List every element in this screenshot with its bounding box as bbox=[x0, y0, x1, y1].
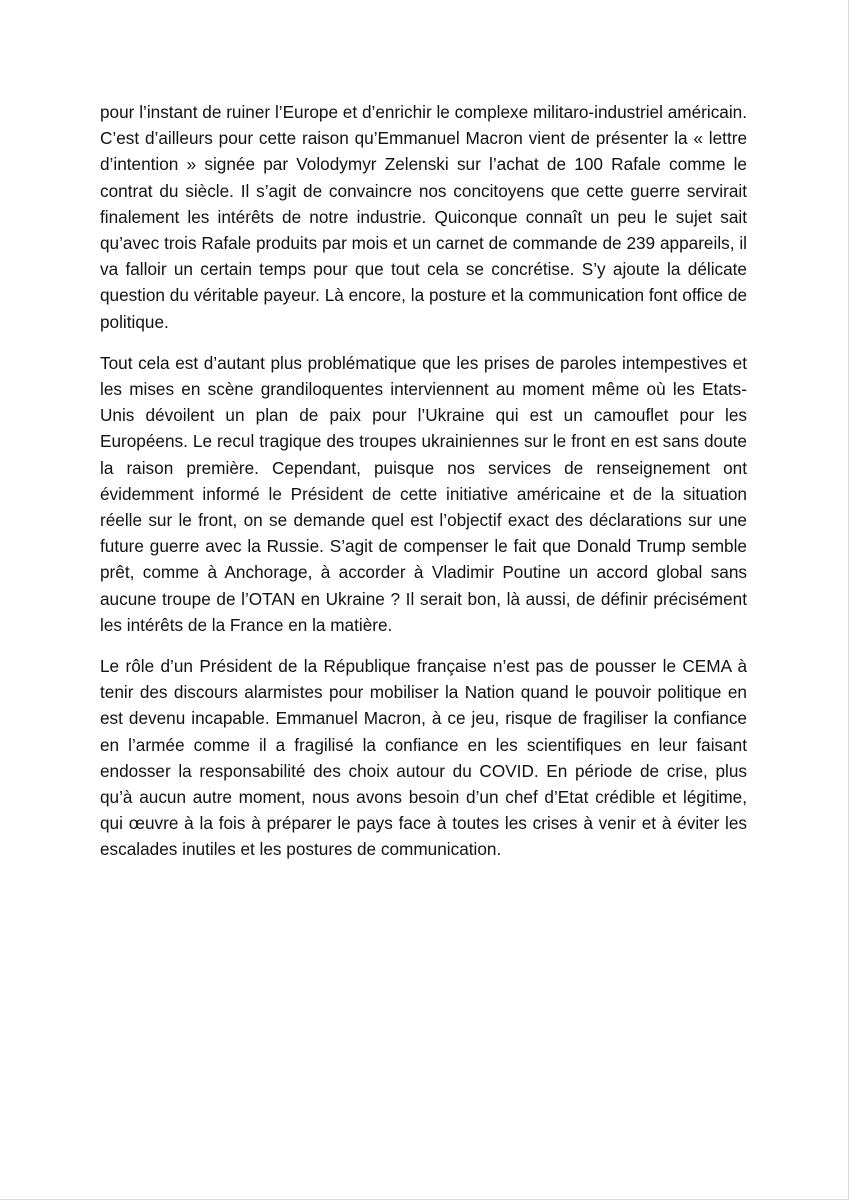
paragraph-3: Le rôle d’un Président de la République française n’est pas de pousser le CEMA à tenir des discours alarmistes pour mobiliser la Nation quand le pouvoir politique en est devenu incapable. Emmanuel Macron, à ce jeu, risque de fragiliser la confiance en l’armée comme il a fragilisé la confiance en les scientifiques en leur faisant endosser la responsabilité des choix autour du COVID. En période de crise, plus qu’à aucun autre moment, nous avons besoin d’un chef d’Etat crédible et légitime, qui œuvre à la fois à préparer le pays face à toutes les crises à venir et à éviter les escalades inutiles et les postures de communication. bbox=[100, 656, 747, 860]
paragraph-1: pour l’instant de ruiner l’Europe et d’enrichir le complexe militaro-industriel américain. C’est d’ailleurs pour cette raison qu’Emmanuel Macron vient de présenter la « lettre d’intention » signée par Volodymyr Zelenski sur l’achat de 100 Rafale comme le contrat du siècle. Il s’agit de convaincre nos concitoyens que cette guerre servirait finalement les intérêts de notre industrie. Quiconque connaît un peu le sujet sait qu’avec trois Rafale produits par mois et un carnet de commande de 239 appareils, il va falloir un certain temps pour que tout cela se concrétise. S’y ajoute la délicate question du véritable payeur. Là encore, la posture et la communication font office de politique. bbox=[100, 102, 747, 332]
document-body bbox=[100, 99, 747, 878]
paragraph-2: Tout cela est d’autant plus problématique que les prises de paroles intempestives et les mises en scène grandiloquentes interviennent au moment même où les Etats-Unis dévoilent un plan de paix pour l’Ukraine qui est un camouflet pour les Européens. Le recul tragique des troupes ukrainiennes sur le front en est sans doute la raison première. Cependant, puisque nos services de renseignement ont évidemment informé le Président de cette initiative américaine et de la situation réelle sur le front, on se demande quel est l’objectif exact des déclarations sur une future guerre avec la Russie. S’agit de compenser le fait que Donald Trump semble prêt, comme à Anchorage, à accorder à Vladimir Poutine un accord global sans aucune troupe de l’OTAN en Ukraine ? Il serait bon, là aussi, de définir précisément les intérêts de la France en la matière. bbox=[100, 352, 747, 635]
